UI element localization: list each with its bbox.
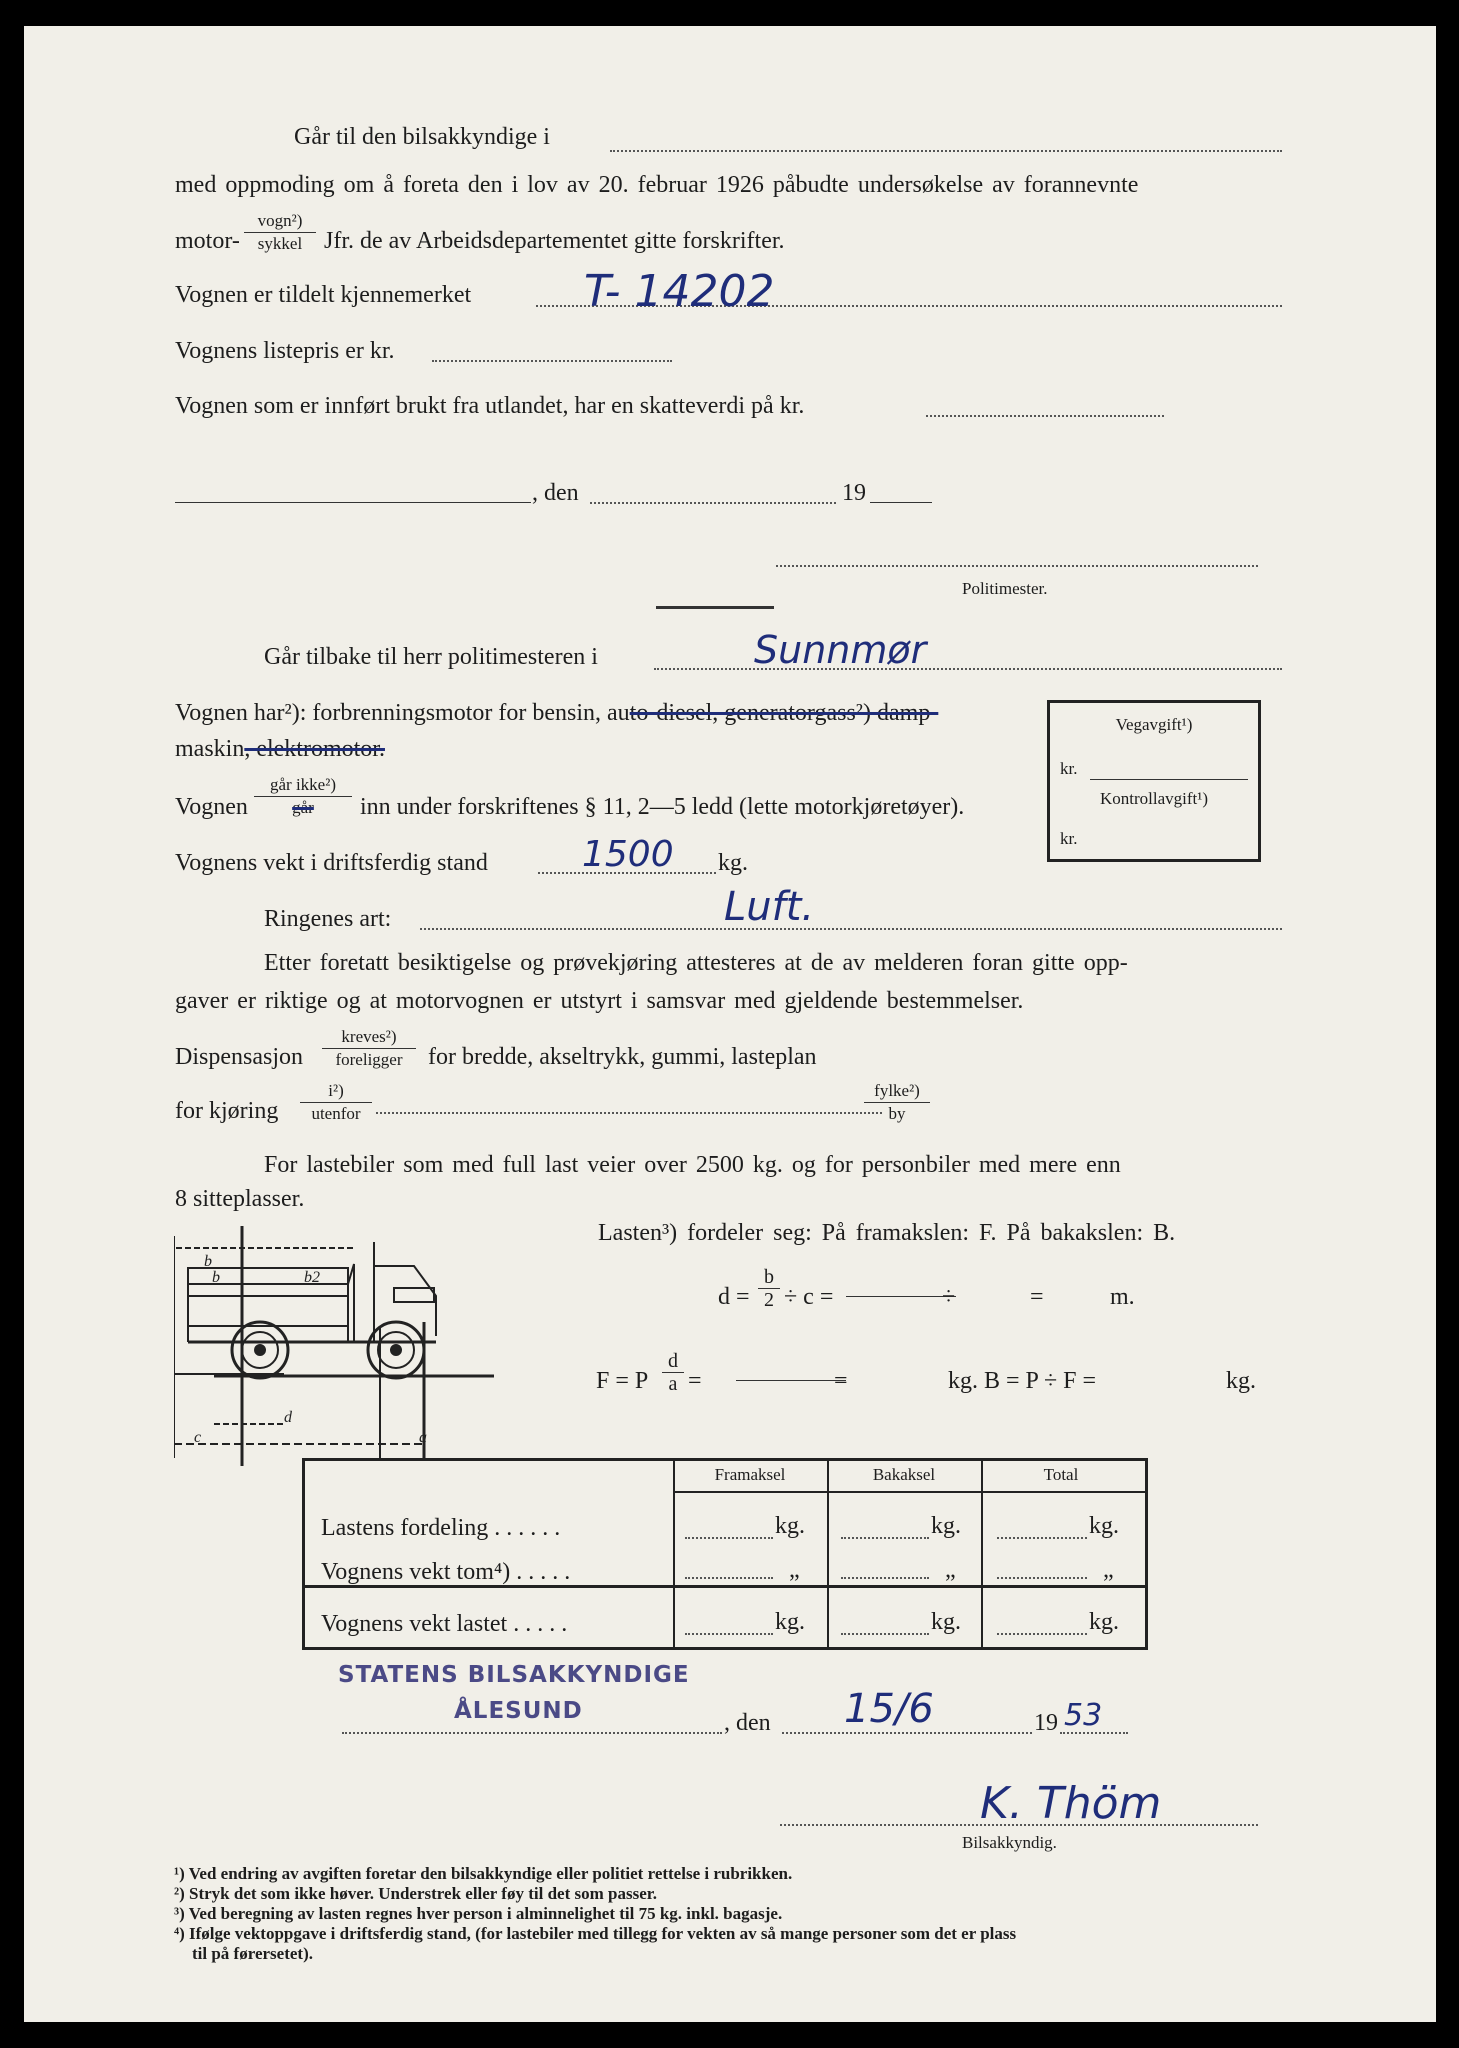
foreligger-option: foreligger [335,1050,403,1069]
m-unit: m. [1110,1284,1135,1310]
header-bakaksel: Bakaksel [872,1465,936,1484]
lastebil-line1: For lastebiler som med full last veier over 2500 kg. og for personbiler med mere enn [264,1152,1121,1178]
listepris-label: Vognens listepris er kr. [175,338,395,364]
header-total: Total [1043,1465,1079,1484]
kjennemerke-value: T- 14202 [584,266,775,317]
cell-unit: kg. [775,1609,805,1635]
cell-field[interactable] [841,1577,929,1579]
by-option: by [888,1104,906,1123]
load-table [302,1458,1148,1650]
motor-type-text-c: maskin [175,736,245,762]
cell-unit: kg. [931,1609,961,1635]
lastebil-line2: 8 sitteplasser. [175,1186,305,1212]
row-label-lastens-fordeling: Lastens fordeling . . . . . . [321,1515,561,1541]
listepris-field[interactable] [432,360,672,362]
motor-type-text-d: , elektromotor. [244,736,385,762]
fylke-fraction [864,1080,930,1125]
cell-field[interactable] [685,1537,773,1539]
diagram-label-b: b [204,1253,212,1270]
kontrollavgift-label: Kontrollavgift¹) [1099,789,1209,808]
d-formula-label: d = [718,1284,750,1310]
footnote-num: ³) [174,1904,185,1923]
ringer-field[interactable] [420,928,1282,930]
table-col-divider [827,1461,829,1647]
vegavgift-field[interactable] [1090,779,1248,780]
diagram-label-b-half: b [212,1269,220,1286]
cell-unit: „ [945,1557,956,1583]
diagram-label-c: c [194,1429,202,1446]
vekt-unit: kg. [718,850,748,876]
footnote-num: ⁴) [174,1924,185,1943]
skatteverdi-label: Vognen som er innført brukt fra utlandet, har en skatteverdi på kr. [175,393,805,419]
table-header-divider [673,1491,1145,1493]
b-kg-unit: kg. [1226,1368,1256,1394]
motor-type-text-b: to-diesel, generatorgass²) damp- [629,700,939,726]
cell-field[interactable] [997,1633,1087,1635]
sig-den-label: , den [724,1710,771,1736]
cell-unit: „ [789,1557,800,1583]
kg-b-formula: kg. B = P ÷ F = [948,1368,1097,1394]
minus-c: ÷ c = [784,1284,834,1310]
cell-unit: kg. [1089,1513,1119,1539]
truck-diagram [174,1226,584,1466]
year-field[interactable] [870,502,932,503]
table-col-divider [981,1461,983,1647]
sig-date-field[interactable] [782,1732,1032,1734]
bilsakkyndig-field[interactable] [610,150,1282,152]
footnote-3 [174,1904,782,1923]
f-eq-sign: = [688,1368,702,1394]
f-formula-label: F = P [596,1368,649,1394]
place-field[interactable] [175,502,531,503]
footnote-2 [174,1884,657,1903]
footnote-4-cont [192,1944,313,1963]
attest-line2: gaver er riktige og at motorvognen er utstyrt i samsvar med gjeldende bestemmelser. [175,988,1024,1014]
year-prefix: 19 [842,480,866,506]
diagram-label-a: a [419,1429,427,1446]
date-field[interactable] [590,502,836,504]
cell-unit: „ [1103,1557,1114,1583]
stamp-line2: ÅLESUND [454,1698,583,1724]
table-col-divider [673,1461,675,1647]
dispensasjon-fraction [322,1026,416,1071]
cell-unit: kg. [775,1513,805,1539]
vekt-value: 1500 [582,834,674,875]
dispensasjon-rest: for bredde, akseltrykk, gummi, lasteplan [428,1044,817,1070]
div-sign: ÷ [942,1284,956,1310]
politimester-label: Politimester. [962,579,1048,598]
vogn-option: vogn²) [244,210,316,233]
return-field[interactable] [654,668,1282,670]
d-over-a-fraction [662,1350,684,1395]
vegavgift-label: Vegavgift¹) [1115,715,1193,734]
footnote-1 [174,1864,792,1883]
vegavgift-kr: kr. [1060,759,1078,778]
motor-prefix: motor- [175,228,240,254]
cell-field[interactable] [841,1633,929,1635]
footnote-text: Stryk det som ikke høver. Understrek eller føy til det som passer. [189,1884,657,1903]
f-eq-sign2: = [834,1368,848,1394]
row-label-vekt-lastet: Vognens vekt lastet . . . . . [321,1611,568,1637]
fylke-option: fylke²) [864,1080,930,1103]
sig-year-prefix: 19 [1034,1710,1058,1736]
diagram-label-d: d [284,1409,292,1426]
footnote-text: Ved beregning av lasten regnes hver person i alminnelighet til 75 kg. inkl. bagasje. [188,1904,783,1923]
sykkel-option: sykkel [257,234,303,253]
vognen-label: Vognen [175,794,248,820]
utenfor-option: utenfor [311,1104,361,1123]
cell-field[interactable] [685,1577,773,1579]
politimester-signature-field[interactable] [776,565,1258,567]
motor-type-line2 [175,734,385,764]
cell-field[interactable] [997,1537,1087,1539]
footnote-num: ¹) [174,1864,185,1883]
footnote-4 [174,1924,1016,1943]
footnote-num: ²) [174,1884,185,1903]
footnote-text: Ifølge vektoppgave i driftsferdig stand, (for lastebiler med tillegg for vekten av så mange personer som det er plass [189,1924,1017,1943]
footnote-text: til på førersetet). [192,1944,313,1963]
kreves-option: kreves²) [322,1026,416,1049]
eq-sign: = [1030,1284,1044,1310]
kjennemerke-label: Vognen er tildelt kjennemerket [175,282,472,308]
cell-field[interactable] [841,1537,929,1539]
cell-unit: kg. [931,1513,961,1539]
stamp-place-field[interactable] [342,1732,722,1734]
ringer-label: Ringenes art: [264,906,392,932]
d-formula-field1[interactable] [846,1296,956,1297]
request-text: med oppmoding om å foreta den i lov av 20. februar 1926 påbudte undersøkelse av forannevnte [175,172,1139,198]
den-label: , den [532,480,579,506]
header-framaksel: Framaksel [714,1465,786,1484]
return-label: Går tilbake til herr politimesteren i [264,644,598,670]
vekt-label: Vognens vekt i driftsferdig stand [175,850,488,876]
gar-ikke-option: går ikke²) [254,774,352,797]
cell-unit: kg. [1089,1609,1119,1635]
attest-line1: Etter foretatt besiktigelse og prøvekjøring attesteres at de av melderen foran gitte opp- [264,950,1128,976]
gar-fraction [254,774,352,819]
form-page [24,26,1436,2022]
cell-field[interactable] [997,1577,1087,1579]
i-option: i²) [300,1080,372,1103]
d-numerator: d [662,1350,684,1373]
a-denominator: a [668,1373,678,1395]
diagram-label-b2: b2 [304,1269,320,1286]
motor-type-line1 [175,698,938,728]
sig-date-value: 15/6 [844,1686,934,1732]
cell-field[interactable] [685,1633,773,1635]
skatteverdi-field[interactable] [926,415,1164,417]
bilsakkyndig-title: Bilsakkyndig. [962,1833,1057,1852]
fee-box [1047,700,1261,862]
dispensasjon-label: Dispensasjon [175,1044,303,1070]
bilsakkyndig-label: Går til den bilsakkyndige i [294,124,550,150]
vogn-sykkel-fraction [244,210,316,255]
kontrollavgift-kr: kr. [1060,829,1078,848]
separator-line [656,606,774,609]
b-numerator: b [758,1266,780,1289]
b-half-fraction [758,1266,780,1311]
return-value: Sunnmør [754,628,927,672]
gar-option: går [292,798,314,817]
two-denominator: 2 [764,1289,774,1311]
f-formula-field[interactable] [736,1380,846,1381]
ringer-value: Luft. [724,884,815,930]
kjoring-field[interactable] [376,1112,882,1114]
kjoring-fraction [300,1080,372,1125]
kjoring-label: for kjøring [175,1098,279,1124]
forskrift-text: inn under forskriftenes § 11, 2—5 ledd (lette motorkjøretøyer). [360,794,965,820]
signature-value: K. Thöm [980,1778,1162,1829]
lasten-text: Lasten³) fordeler seg: På framakslen: F. På bakakslen: B. [598,1220,1176,1246]
row-label-vekt-tom: Vognens vekt tom⁴) . . . . . [321,1559,571,1585]
stamp-line1: STATENS BILSAKKYNDIGE [338,1662,690,1688]
motor-type-text-a: Vognen har²): forbrenningsmotor for bensin, au [175,700,630,726]
forskrifter-text: Jfr. de av Arbeidsdepartementet gitte forskrifter. [324,228,785,254]
sig-year-value: 53 [1064,1698,1103,1733]
footnote-text: Ved endring av avgiften foretar den bilsakkyndige eller politiet rettelse i rubrikken. [188,1864,793,1883]
